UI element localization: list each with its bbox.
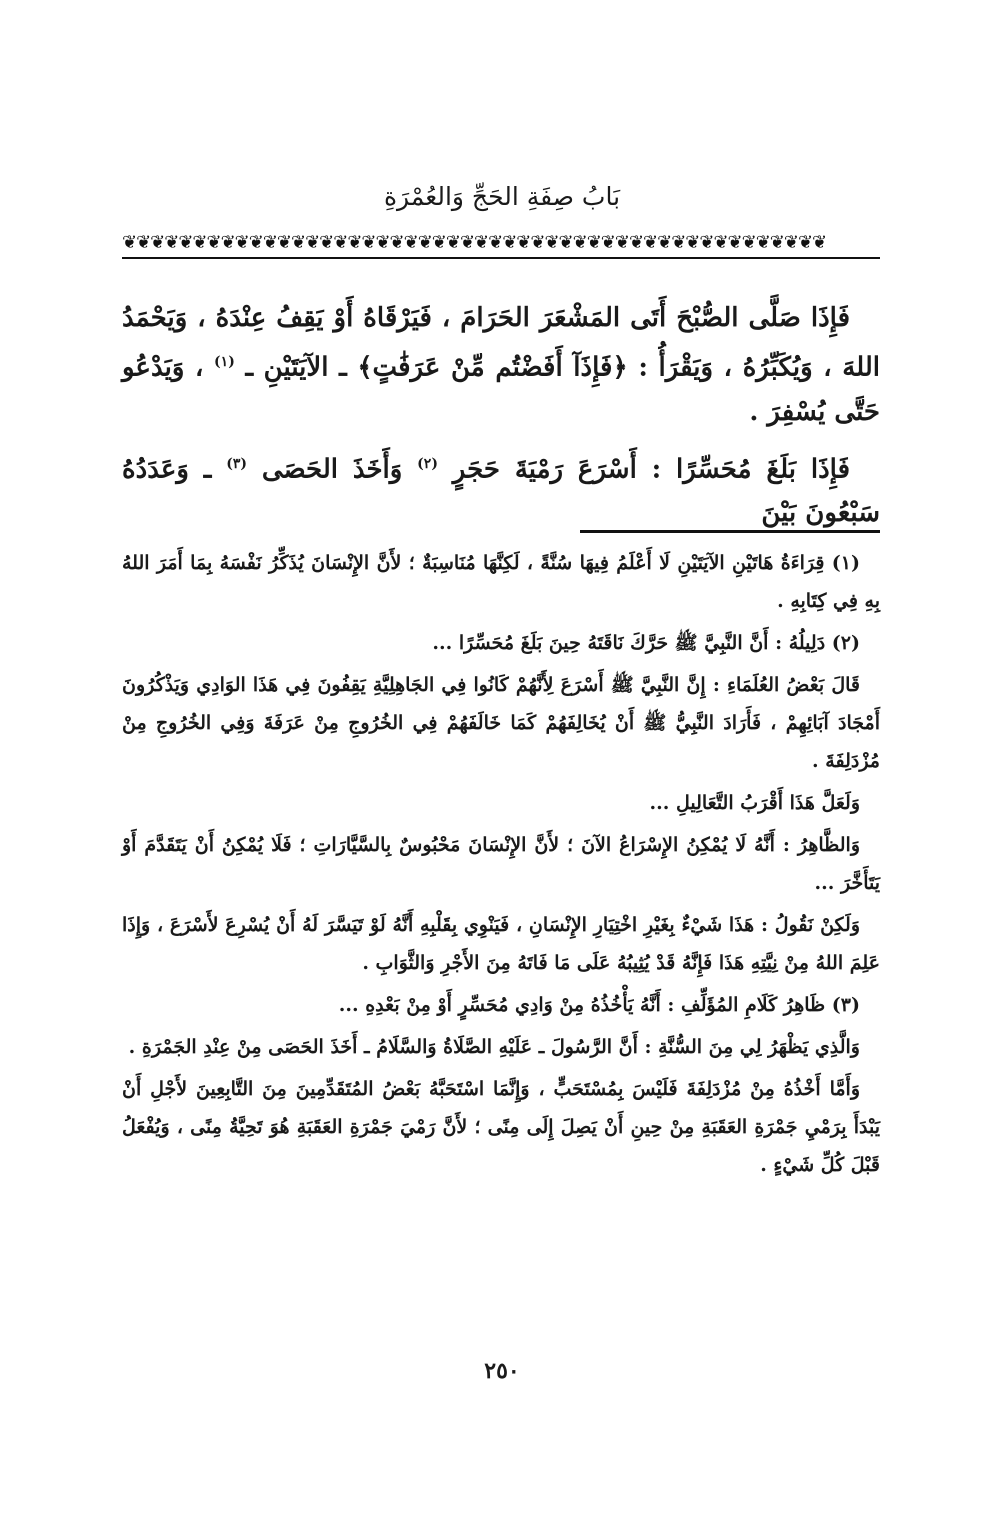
footnotes <box>122 544 880 1188</box>
main-text <box>122 296 880 543</box>
footnote-paragraph: وَلَكِنْ نَقُولُ : هَذَا شَيْءٌ بِغَيْرِ اخْتِيَارِ الإِنْسَانِ ، فَيَنْوِي بِقَلْبِهِ أَنَّهُ لَوْ تَيَسَّرَ لَهُ أَنْ يُسْرِعَ لأَسْرَعَ ، وَإِذَا عَلِمَ اللهُ مِنْ نِيَّتِهِ هَذَا فَإِنَّهُ قَدْ يُثِيبُهُ عَلَى مَا فَاتَهُ مِنَ الأَجْرِ وَالثَّوَابِ . <box>122 914 880 974</box>
footnote-marker: (١) <box>214 354 235 370</box>
footnote-paragraph: وَأَمَّا أَخْذُهُ مِنْ مُزْدَلِفَةَ فَلَيْسَ بِمُسْتَحَبٍّ ، وَإِنَّمَا اسْتَحَبَّهُ بَعْضُ المُتَقَدِّمِينَ مِنَ التَّابِعِينَ لأَجْلِ أَنْ يَبْدَأَ بِرَمْيِ جَمْرَةِ العَقَبَةِ مِنْ حِينِ أَنْ يَصِلَ إِلَى مِنًى ؛ لأَنَّ رَمْيَ جَمْرَةِ العَقَبَةِ هُوَ تَحِيَّةُ مِنًى ، وَيُفْعَلُ قَبْلَ كُلِّ شَيْءٍ . <box>122 1078 880 1176</box>
chapter-title: بَابُ صِفَةِ الحَجِّ وَالعُمْرَةِ <box>383 182 621 211</box>
footnote-paragraph: وَالَّذِي يَظْهَرُ لِي مِنَ السُّنَّةِ : أَنَّ الرَّسُولَ ـ عَلَيْهِ الصَّلَاةُ وَالسَّلَامُ ـ أَخَذَ الحَصَى مِنْ عِنْدِ الجَمْرَةِ . <box>128 1036 860 1058</box>
page-number: ٢٥٠ <box>484 1358 520 1384</box>
main-paragraph-text: وَأَخَذَ الحَصَى <box>261 454 403 485</box>
footnote-marker: (٢) <box>417 455 438 472</box>
footnote: (١) قِرَاءَةُ هَاتَيْنِ الآيَتَيْنِ لَا أَعْلَمُ فِيهَا سُنَّةً ، لَكِنَّهَا مُنَاسِبَةٌ ؛ لأَنَّ الإِنْسَانَ يُذَكِّرُ نَفْسَهُ بِمَا أَمَرَ اللهُ بِهِ فِي كِتَابِهِ . <box>122 552 880 612</box>
main-paragraph-text: فَإِذَا صَلَّى الصُّبْحَ أَتَى المَشْعَرَ الحَرَامَ ، فَيَرْقَاهُ أَوْ يَقِفُ عِنْدَهُ ، وَيَحْمَدُ اللهَ ، وَيُكَبِّرُهُ ، وَيَقْرَأُ : ﴿فَإِذَآ أَفَضْتُم مِّنْ عَرَفَٰتٍ﴾ ـ الآيَتَيْنِ ـ <box>122 303 880 383</box>
main-paragraph <box>122 296 880 434</box>
footnote: (٣) ظَاهِرُ كَلَامِ المُؤَلِّفِ : أَنَّهُ يَأْخُذُهُ مِنْ وَادِي مُحَسِّرٍ أَوْ مِنْ بَعْدِهِ ... <box>338 994 860 1016</box>
footnote-paragraph: قَالَ بَعْضُ العُلَمَاءِ : إِنَّ النَّبِيَّ ﷺ أَسْرَعَ لِأَنَّهُمْ كَانُوا فِي الجَاهِلِيَّةِ يَقِفُونَ فِي هَذَا الوَادِي وَيَذْكُرُونَ أَمْجَادَ آبَائِهِمْ ، فَأَرَادَ النَّبِيُّ ﷺ أَنْ يُخَالِفَهُمْ كَمَا خَالَفَهُمْ فِي الخُرُوجِ مِنْ عَرَفَةَ وَفِي الخُرُوجِ مِنْ مُزْدَلِفَةَ . <box>122 674 880 772</box>
ornament-underline <box>122 257 880 259</box>
main-paragraph-text: ، وَيَدْعُو حَتَّى يُسْفِرَ . <box>122 352 880 427</box>
footnote: (٢) دَلِيلُهُ : أَنَّ النَّبِيَّ ﷺ حَرَّكَ نَاقَتَهُ حِينَ بَلَغَ مُحَسِّرًا ... <box>432 632 860 654</box>
ornament-border: ❦❦❦❦❦❦❦❦❦❦❦❦❦❦❦❦❦❦❦❦❦❦❦❦❦❦❦❦❦❦❦❦❦❦❦❦❦❦❦❦❦❦❦❦❦❦❦❦❦❦ <box>122 232 827 253</box>
footnote-paragraph: وَلَعَلَّ هَذَا أَقْرَبُ التَّعَالِيلِ ... <box>649 792 860 814</box>
footnote-marker: (٣) <box>226 455 247 472</box>
footnote-divider <box>580 530 880 533</box>
footnote-paragraph: وَالظَّاهِرُ : أَنَّهُ لَا يُمْكِنُ الإِسْرَاعُ الآنَ ؛ لأَنَّ الإِنْسَانَ مَحْبُوسٌ بِالسَّيَّارَاتِ ؛ فَلَا يُمْكِنُ أَنْ يَتَقَدَّمَ أَوْ يَتَأَخَّرَ ... <box>122 834 880 894</box>
main-paragraph <box>122 442 880 536</box>
main-paragraph-text: ـ وَعَدَدُهُ سَبْعُونَ بَيْنَ <box>122 454 880 529</box>
main-paragraph-text: فَإِذَا بَلَغَ مُحَسِّرًا : أَسْرَعَ رَمْيَةَ حَجَرٍ <box>452 454 851 485</box>
